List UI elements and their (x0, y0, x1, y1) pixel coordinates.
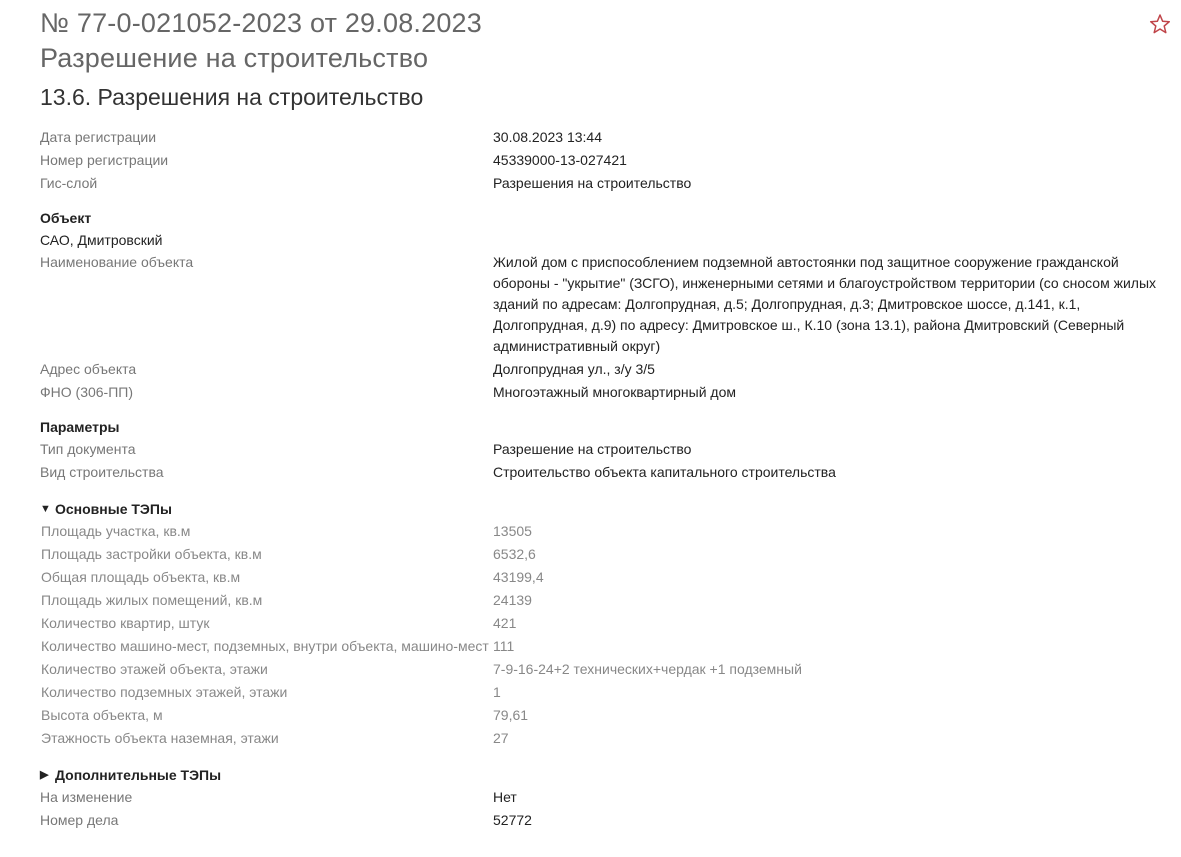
field-label: На изменение (40, 789, 133, 805)
field-label: Номер регистрации (40, 152, 169, 168)
tep-row (40, 636, 1170, 657)
field-label: Номер дела (40, 812, 119, 828)
triangle-down-icon: ▼ (40, 503, 51, 515)
field-value: 52772 (493, 812, 532, 828)
field-value: 421 (493, 615, 517, 631)
field-label: Количество этажей объекта, этажи (41, 661, 268, 677)
field-value: 43199,4 (493, 569, 544, 585)
tep-row (40, 521, 1170, 542)
field-on-change (40, 787, 1170, 808)
field-registration-number (40, 150, 1170, 171)
field-fno (40, 382, 1170, 403)
main-tep-toggle[interactable] (40, 499, 172, 520)
field-value: 1 (493, 684, 501, 700)
field-object-name (40, 252, 1170, 357)
field-object-address (40, 359, 1170, 380)
tep-row (40, 682, 1170, 703)
object-district: САО, Дмитровский (40, 232, 163, 248)
main-tep-title: Основные ТЭПы (55, 501, 172, 517)
section-main-tep (40, 497, 1170, 520)
field-label: Тип документа (40, 441, 136, 457)
field-value: 7-9-16-24+2 технических+чердак +1 подземный (493, 661, 802, 677)
field-label: Гис-слой (40, 175, 98, 191)
field-label: Наименование объекта (40, 254, 194, 270)
field-label: Количество квартир, штук (41, 615, 210, 631)
field-label: Дата регистрации (40, 129, 157, 145)
tep-row (40, 728, 1170, 749)
extra-tep-toggle[interactable] (40, 765, 221, 786)
document-number: № 77-0-021052-2023 от 29.08.2023 (40, 8, 482, 38)
field-label: Количество подземных этажей, этажи (41, 684, 288, 700)
field-label: Площадь застройки объекта, кв.м (41, 546, 262, 562)
section-params-title: Параметры (40, 419, 120, 435)
triangle-right-icon: ▶ (40, 769, 49, 781)
extra-tep-title: Дополнительные ТЭПы (55, 767, 222, 783)
field-value: 13505 (493, 523, 532, 539)
field-label: Высота объекта, м (41, 707, 163, 723)
field-value: 27 (493, 730, 509, 746)
tep-row (40, 613, 1170, 634)
field-value: Многоэтажный многоквартирный дом (493, 384, 737, 400)
field-value: Строительство объекта капитального строительства (493, 464, 836, 480)
field-document-type (40, 439, 1170, 460)
field-label: Количество машино-мест, подземных, внутри объекта, машино-мест (41, 638, 489, 654)
field-value: Разрешение на строительство (493, 441, 692, 457)
field-construction-kind (40, 462, 1170, 483)
field-value: Долгопрудная ул., з/у 3/5 (493, 361, 655, 377)
field-label: Этажность объекта наземная, этажи (41, 730, 279, 746)
star-icon[interactable] (1148, 12, 1172, 36)
section-object-title: Объект (40, 210, 92, 226)
field-gis-layer (40, 173, 1170, 194)
field-label: Вид строительства (40, 464, 164, 480)
field-label: Площадь участка, кв.м (41, 523, 191, 539)
field-value: 79,61 (493, 707, 529, 723)
document-type-title: Разрешение на строительство (40, 43, 429, 73)
field-value: Разрешения на строительство (493, 175, 692, 191)
field-label: Адрес объекта (40, 361, 137, 377)
field-value: 30.08.2023 13:44 (493, 129, 602, 145)
tep-row (40, 544, 1170, 565)
tep-row (40, 659, 1170, 680)
field-value: Жилой дом с приспособлением подземной автостоянки под защитное сооружение гражданской обороны - "укрытие" (ЗСГО), инженерными сетями и благоустройством территории (со сносом жилых зданий по адресам: Долгопрудная, д.5; Долгопрудная, д.3; Дмитровское шоссе, д.141, к.1, Долгопрудная, д.9) по адресу: Дмитровское ш., К.10 (зона 13.1), района Дмитровский (Северный административный округ) (493, 254, 1157, 354)
field-label: Площадь жилых помещений, кв.м (41, 592, 263, 608)
field-value: 24139 (493, 592, 532, 608)
document-fields (40, 127, 1170, 833)
field-case-number (40, 810, 1170, 831)
field-value: 6532,6 (493, 546, 536, 562)
document-category: 13.6. Разрешения на строительство (40, 84, 424, 110)
field-label: Общая площадь объекта, кв.м (41, 569, 241, 585)
field-value: Нет (493, 789, 517, 805)
field-label: ФНО (306-ПП) (40, 384, 134, 400)
field-value: 111 (493, 638, 515, 654)
tep-row (40, 567, 1170, 588)
field-registration-date (40, 127, 1170, 148)
section-extra-tep (40, 763, 1170, 786)
tep-row (40, 705, 1170, 726)
field-value: 45339000-13-027421 (493, 152, 627, 168)
tep-row (40, 590, 1170, 611)
